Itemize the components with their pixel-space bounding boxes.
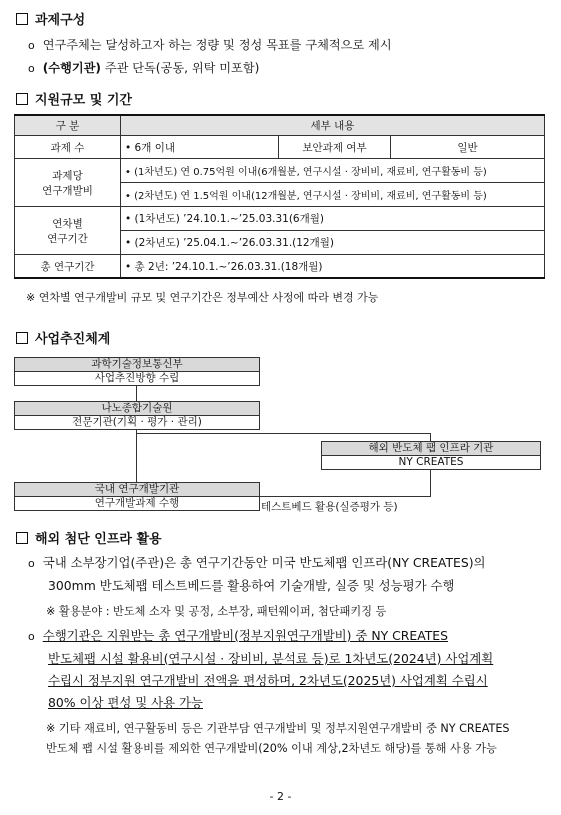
connector-line: [136, 385, 137, 401]
testbed-label: 테스트베드 활용(실증평가 등): [261, 501, 398, 513]
row-label-total-period: 총 연구기간: [15, 255, 121, 279]
row-value-funding-year2: • (2차년도) 연 1.5억원 이내(12개월분, 연구시설 · 장비비, 재료비, 연구활동비 등): [121, 183, 545, 207]
connector-line: [430, 469, 431, 496]
org-box-nano: 나노종합기술원 전문기관(기획 · 평가 · 관리): [14, 401, 260, 430]
row-value-tasks: • 6개 이내: [121, 136, 279, 159]
row-value-security: 일반: [391, 136, 545, 159]
section-title-infra: 해외 첨단 인프라 활용: [16, 528, 162, 547]
connector-line: [259, 496, 431, 497]
circle-bullet-icon: o: [28, 39, 35, 52]
row-label-period: 연차별 연구기간: [15, 207, 121, 255]
table-header-category: 구 분: [15, 115, 121, 136]
table-note: ※ 연차별 연구개발비 규모 및 연구기간은 정부예산 사정에 따라 변경 가능: [26, 291, 379, 304]
section-title-scale: 지원규모 및 기간: [16, 89, 132, 108]
infra-note-2: ※ 기타 재료비, 연구활동비 등은 기관부담 연구개발비 및 정부지원연구개발비 중 NY CREATES 반도체 팹 시설 활용비를 제외한 연구개발비(20% 이내 계상,2차년도 해당)를 통해 사용 가능: [46, 722, 510, 755]
row-label-funding: 과제당 연구개발비: [15, 159, 121, 207]
checkbox-square-icon: [16, 13, 28, 25]
org-box-overseas: 해외 반도체 팹 인프라 기관 NY CREATES: [321, 441, 541, 470]
checkbox-square-icon: [16, 93, 28, 105]
table-row: [15, 255, 545, 279]
row-label-tasks: 과제 수: [15, 136, 121, 159]
checkbox-square-icon: [16, 332, 28, 344]
circle-bullet-icon: o: [28, 62, 35, 75]
row-label-security: 보안과제 여부: [279, 136, 391, 159]
composition-bullet-2: o (수행기관) 주관 단독(공동, 위탁 미포함): [28, 61, 260, 75]
table-row: [15, 136, 545, 159]
circle-bullet-icon: o: [28, 630, 35, 643]
support-table: [14, 114, 545, 279]
table-row: [15, 159, 545, 183]
connector-line: [136, 429, 137, 482]
section-title-composition: 과제구성: [16, 9, 85, 28]
infra-note-1: ※ 활용분야 : 반도체 소자 및 공정, 소부장, 패턴웨이퍼, 첨단패키징 등: [46, 605, 387, 618]
checkbox-square-icon: [16, 532, 28, 544]
row-value-total-period: • 총 2년: ’24.10.1.~’26.03.31.(18개월): [121, 255, 545, 279]
page-number: - 2 -: [269, 790, 292, 803]
connector-line: [136, 433, 430, 434]
table-row: [15, 207, 545, 231]
circle-bullet-icon: o: [28, 557, 35, 570]
infra-paragraph-2: o 수행기관은 지원받는 총 연구개발비(정부지원연구개발비) 중 NY CREATES 반도체팹 시설 활용비(연구시설 · 장비비, 분석료 등)로 1차년도(2024년) 사업계획 수립시 정부지원 연구개발비 전액을 편성하며, 2차년도(2025년) 사업계획 수립시 80% 이상 편성 및 사용 가능: [28, 628, 494, 710]
section-title-system: 사업추진체계: [16, 328, 110, 347]
org-box-msit: 과학기술정보통신부 사업추진방향 수립: [14, 357, 260, 386]
table-header-details: 세부 내용: [121, 115, 545, 136]
row-value-period-year2: • (2차년도) ’25.04.1.~’26.03.31.(12개월): [121, 231, 545, 255]
row-value-period-year1: • (1차년도) ’24.10.1.~’25.03.31(6개월): [121, 207, 545, 231]
table-header-row: [15, 115, 545, 136]
connector-line: [430, 433, 431, 441]
row-value-funding-year1: • (1차년도) 연 0.75억원 이내(6개월분, 연구시설 · 장비비, 재료비, 연구활동비 등): [121, 159, 545, 183]
composition-bullet-1: o 연구주체는 달성하고자 하는 정량 및 정성 목표를 구체적으로 제시: [28, 38, 392, 52]
org-box-domestic: 국내 연구개발기관 연구개발과제 수행: [14, 482, 260, 511]
infra-paragraph-1: o 국내 소부장기업(주관)은 총 연구기간동안 미국 반도체팹 인프라(NY CREATES)의 300mm 반도체팹 테스트베드를 활용하여 기술개발, 실증 및 성능평가 수행: [28, 555, 486, 593]
